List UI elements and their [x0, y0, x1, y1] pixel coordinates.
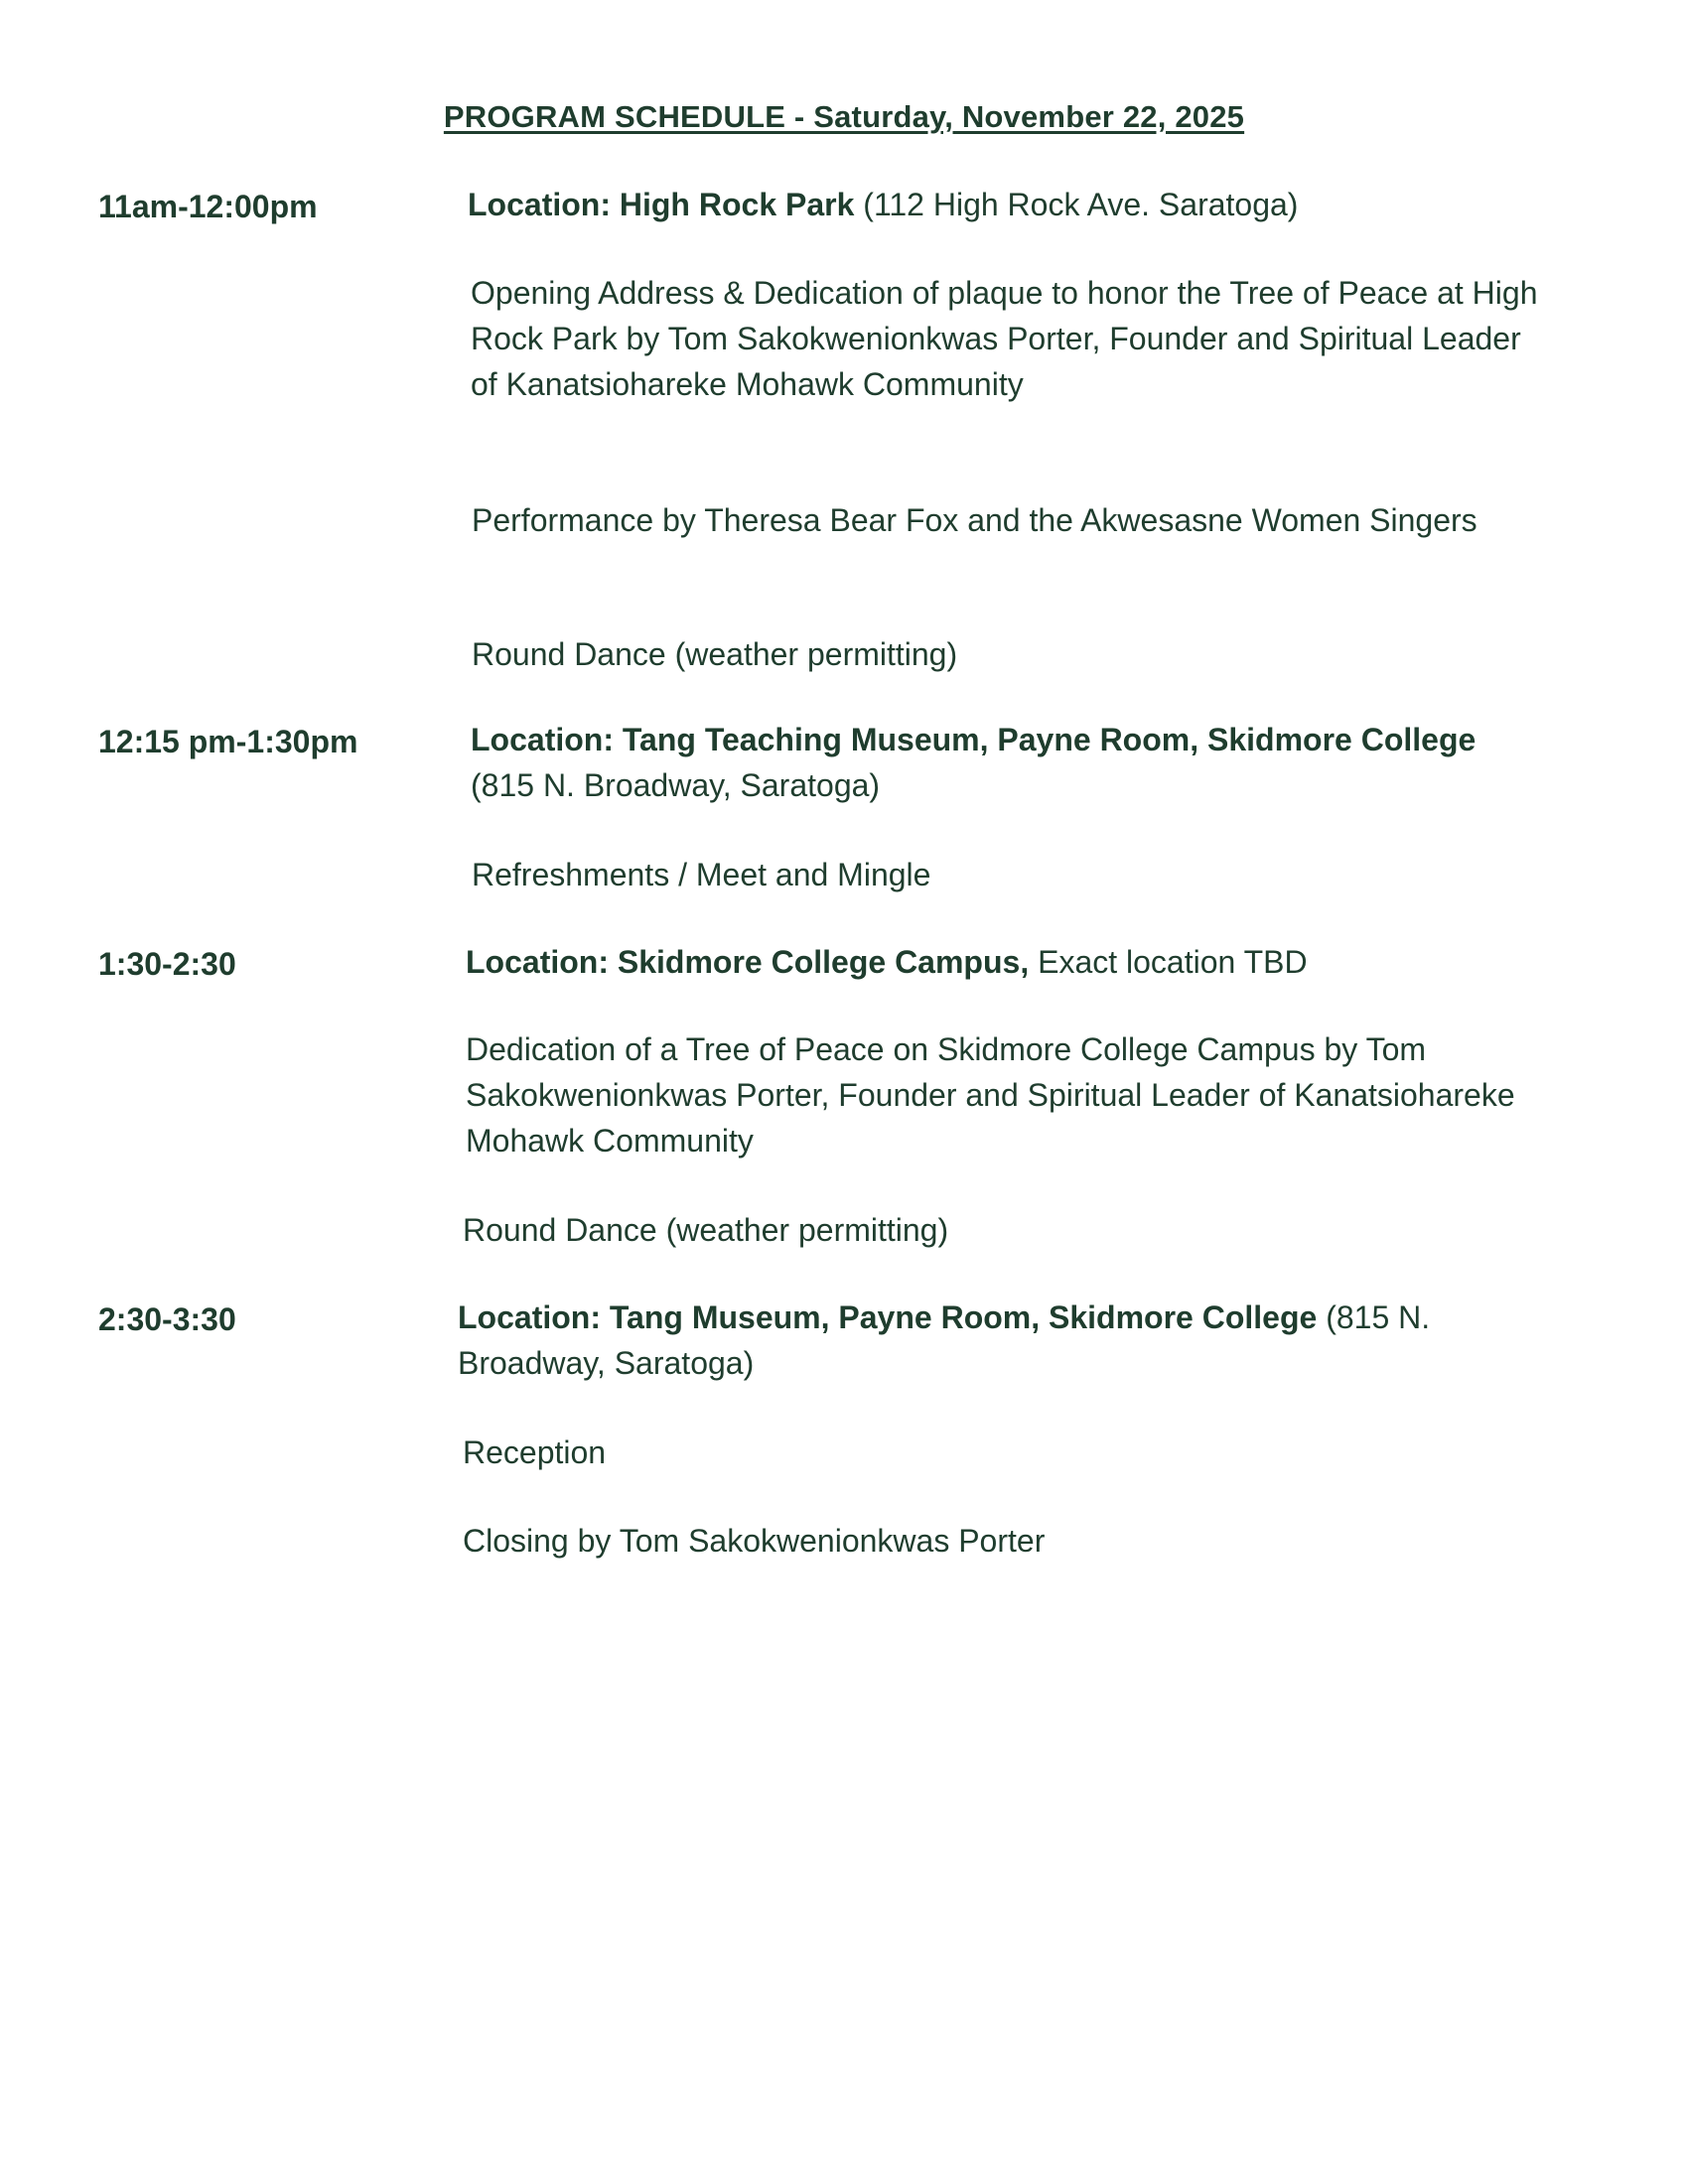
location-detail: Exact location TBD — [1029, 944, 1308, 980]
session-time: 11am-12:00pm — [98, 189, 318, 224]
location-label: Location: Skidmore College Campus, — [466, 944, 1030, 980]
session-item: Dedication of a Tree of Peace on Skidmore College Campus by Tom Sakokwenionkwas Porter, Founder and Spiritual Leader of Kanatsiohareke Mohawk Community — [466, 1031, 1515, 1159]
session-item: Refreshments / Meet and Mingle — [472, 857, 931, 892]
session-item: Opening Address & Dedication of plaque to honor the Tree of Peace at High Rock Park by Tom Sakokwenionkwas Porter, Founder and Spiritual Leader of Kanatsiohareke Mohawk Community — [471, 275, 1538, 402]
session-item: Closing by Tom Sakokwenionkwas Porter — [463, 1523, 1046, 1559]
session-location — [471, 717, 1523, 808]
location-detail: (112 High Rock Ave. Saratoga) — [854, 187, 1299, 222]
session-item: Round Dance (weather permitting) — [472, 636, 958, 672]
location-label: Location: Tang Museum, Payne Room, Skidmore College — [458, 1299, 1318, 1335]
location-label: Location: High Rock Park — [468, 187, 855, 222]
session-item: Performance by Theresa Bear Fox and the Akwesasne Women Singers — [472, 502, 1477, 538]
location-detail: (815 N. Broadway, Saratoga) — [458, 1299, 1431, 1381]
location-detail: (815 N. Broadway, Saratoga) — [471, 767, 881, 803]
session-location — [466, 939, 1588, 985]
session-item: Round Dance (weather permitting) — [463, 1212, 949, 1248]
session-time: 1:30-2:30 — [98, 946, 236, 982]
session-location — [458, 1295, 1550, 1386]
page-title: PROGRAM SCHEDULE - Saturday, November 22, 2025 — [443, 99, 1245, 134]
session-time: 2:30-3:30 — [98, 1301, 236, 1337]
session-item: Reception — [463, 1434, 607, 1470]
session-location — [468, 182, 1590, 227]
location-label: Location: Tang Teaching Museum, Payne Room, Skidmore College — [471, 722, 1477, 757]
session-time: 12:15 pm-1:30pm — [98, 724, 358, 759]
